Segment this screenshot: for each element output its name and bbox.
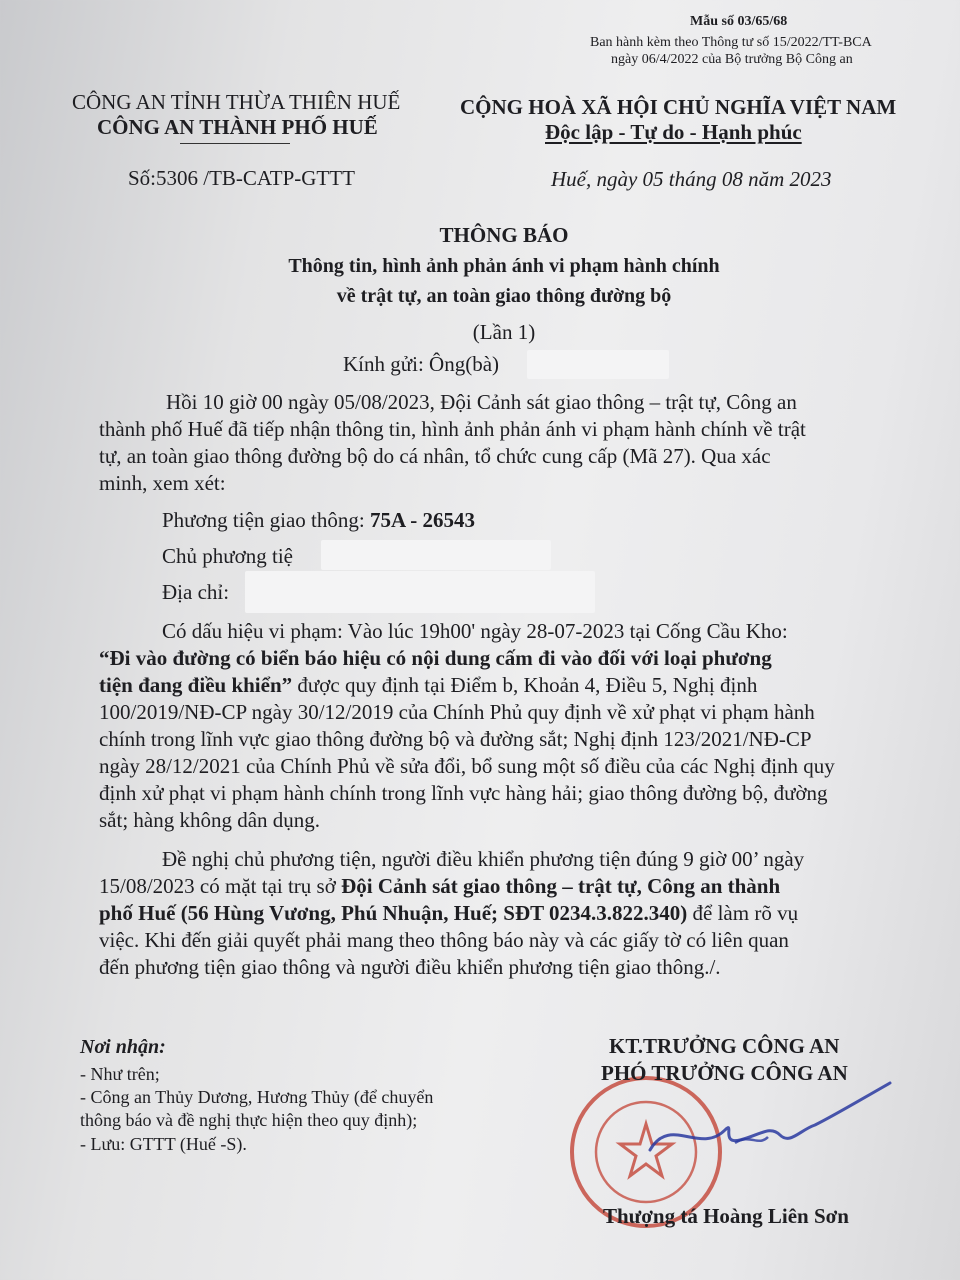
request-line-4: việc. Khi đến giải quyết phải mang theo thông báo này và các giấy tờ có liên quan	[99, 928, 789, 952]
agency-underline	[180, 143, 290, 144]
form-issued-line-1: Ban hành kèm theo Thông tư số 15/2022/TT-BCA	[590, 35, 872, 50]
form-number: Mẫu số 03/65/68	[690, 14, 788, 29]
para1-line-2: thành phố Huế đã tiếp nhận thông tin, hình ảnh phản ánh vi phạm hành chính về trật	[99, 417, 806, 441]
notice-subtitle-2: về trật tự, an toàn giao thông đường bộ	[336, 285, 672, 307]
request-office: Đội Cảnh sát giao thông – trật tự, Công an thành	[341, 874, 781, 898]
request-line-1: Đề nghị chủ phương tiện, người điều khiển phương tiện đúng 9 giờ 00’ ngày	[162, 847, 805, 871]
owner-label: Chủ phương tiệ	[162, 544, 293, 568]
para1-line-4: minh, xem xét:	[99, 471, 226, 495]
redacted-recipient	[527, 350, 669, 379]
recipients-item-3: thông báo và đề nghị thực hiện theo quy định);	[80, 1110, 418, 1130]
plate-value: 75A - 26543	[369, 508, 475, 532]
signer-name: Thượng tá Hoàng Liên Sơn	[603, 1204, 849, 1228]
notice-subtitle-1: Thông tin, hình ảnh phản ánh vi phạm hành chính	[288, 255, 720, 277]
recipient-label: Kính gửi: Ông(bà)	[343, 352, 500, 376]
para1-line-3: tự, an toàn giao thông đường bộ do cá nhân, tổ chức cung cấp (Mã 27). Qua xác	[99, 444, 771, 468]
violation-line-5: chính trong lĩnh vực giao thông đường bộ và đường sắt; Nghị định 123/2021/NĐ-CP	[99, 727, 812, 751]
request-line-5: đến phương tiện giao thông và người điều khiển phương tiện giao thông./.	[99, 955, 721, 979]
document-number: Số:5306 /TB-CATP-GTTT	[128, 166, 355, 190]
handwritten-signature	[640, 1075, 900, 1185]
request-purpose: để làm rõ vụ	[687, 901, 799, 925]
recipients-item-1: - Như trên;	[80, 1064, 160, 1084]
agency-parent: CÔNG AN TỈNH THỪA THIÊN HUẾ	[72, 90, 401, 114]
nation-name: CỘNG HOÀ XÃ HỘI CHỦ NGHĨA VIỆT NAM	[460, 95, 897, 119]
redacted-address	[245, 571, 595, 613]
agency-name: CÔNG AN THÀNH PHỐ HUẾ	[97, 115, 378, 139]
national-motto: Độc lập - Tự do - Hạnh phúc	[545, 120, 802, 144]
violation-line-4: 100/2019/NĐ-CP ngày 30/12/2019 của Chính Phủ quy định về xử phạt vi phạm hành	[99, 700, 815, 724]
request-line-3	[99, 901, 798, 926]
violation-offense-2: tiện đang điều khiển”	[99, 673, 293, 697]
signature-title-2: PHÓ TRƯỞNG CÔNG AN	[601, 1061, 848, 1085]
violation-legal-basis: được quy định tại Điểm b, Khoản 4, Điều 5, Nghị định	[292, 673, 758, 697]
form-issued-line-2: ngày 06/4/2022 của Bộ trưởng Bộ Công an	[611, 52, 853, 67]
request-address: phố Huế (56 Hùng Vương, Phú Nhuận, Huế; SĐT 0234.3.822.340)	[99, 901, 688, 925]
violation-line-8: sắt; hàng không dân dụng.	[99, 808, 321, 832]
recipients-item-4: - Lưu: GTTT (Huế -S).	[80, 1134, 247, 1154]
para1-line-1: Hồi 10 giờ 00 ngày 05/08/2023, Đội Cảnh sát giao thông – trật tự, Công an	[166, 390, 797, 414]
address-label: Địa chỉ:	[162, 580, 230, 604]
violation-line-6: ngày 28/12/2021 của Chính Phủ về sửa đổi, bổ sung một số điều của các Nghị định quy	[99, 754, 835, 778]
signature-title-1: KT.TRƯỞNG CÔNG AN	[609, 1034, 840, 1058]
violation-line-3	[99, 673, 757, 698]
violation-offense-1: “Đi vào đường có biển báo hiệu có nội dung cấm đi vào đối với loại phương	[99, 646, 772, 670]
recipients-title: Nơi nhận:	[80, 1036, 166, 1058]
issue-number: (Lần 1)	[472, 320, 536, 344]
request-date: 15/08/2023 có mặt tại trụ sở	[99, 874, 342, 898]
recipients-item-2: - Công an Thủy Dương, Hương Thủy (để chuyển	[80, 1087, 434, 1107]
violation-line-1: Có dấu hiệu vi phạm: Vào lúc 19h00' ngày 28-07-2023 tại Cống Cầu Kho:	[162, 619, 788, 643]
place-date: Huế, ngày 05 tháng 08 năm 2023	[551, 167, 832, 191]
notice-title: THÔNG BÁO	[439, 223, 569, 247]
plate-label: Phương tiện giao thông:	[162, 508, 365, 532]
violation-line-7: định xử phạt vi phạm hành chính trong lĩnh vực hàng hải; giao thông đường bộ, đường	[99, 781, 828, 805]
redacted-owner	[321, 540, 551, 570]
vehicle-row	[162, 508, 475, 533]
request-line-2	[99, 874, 780, 899]
